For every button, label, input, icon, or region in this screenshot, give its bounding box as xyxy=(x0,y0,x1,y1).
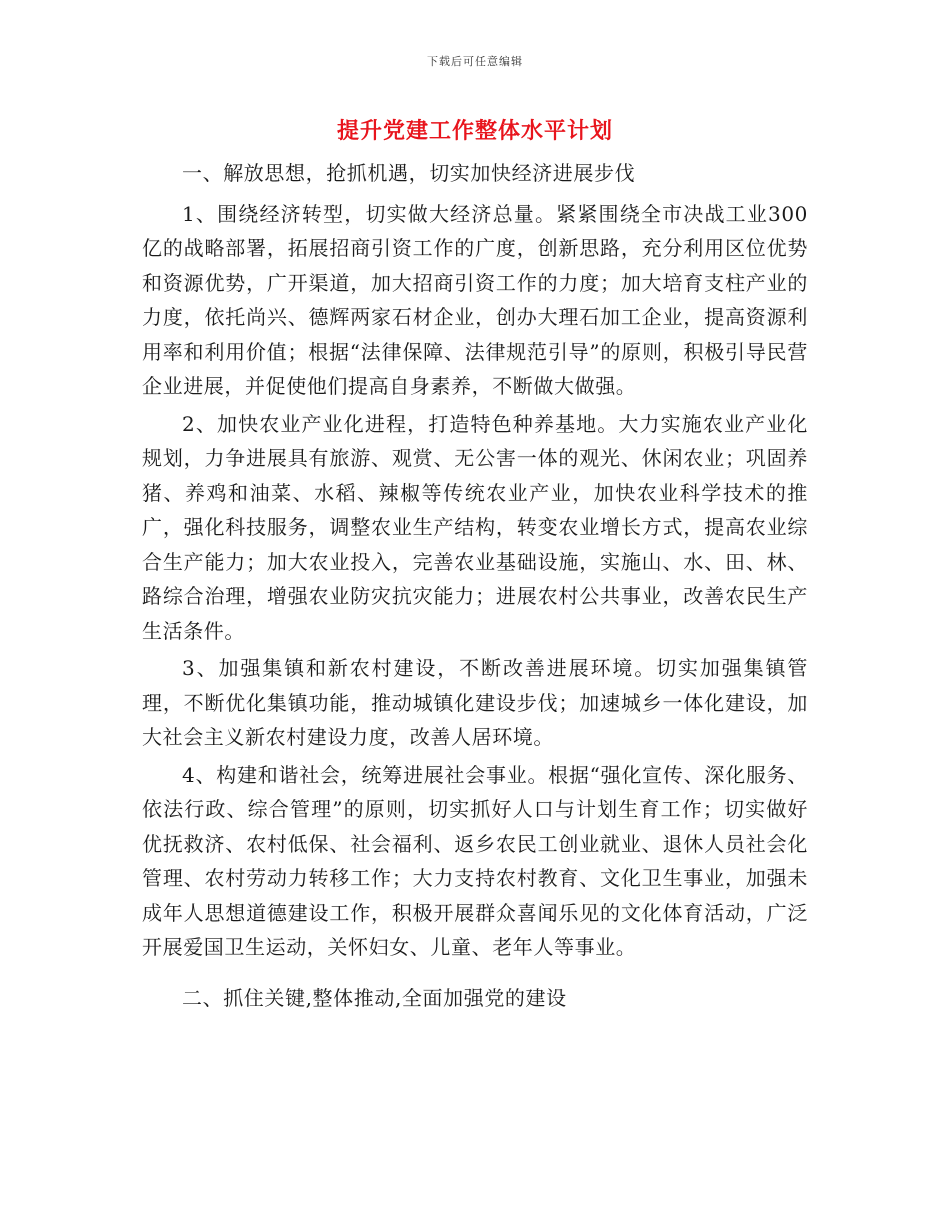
paragraph-3: 3、加强集镇和新农村建设，不断改善进展环境。切实加强集镇管理，不断优化集镇功能，推动城镇化建设步伐；加速城乡一体化建设，加大社会主义新农村建设力度，改善人居环境。 xyxy=(142,656,808,749)
document-body xyxy=(142,156,808,1018)
paragraph-2: 2、加快农业产业化进程，打造特色种养基地。大力实施农业产业化规划，力争进展具有旅游、观赏、无公害一体的观光、休闲农业；巩固养猪、养鸡和油菜、水稻、辣椒等传统农业产业，加快农业科学技术的推广，强化科技服务，调整农业生产结构，转变农业增长方式，提高农业综合生产能力；加大农业投入，完善农业基础设施，实施山、水、田、林、路综合治理，增强农业防灾抗灾能力；进展农村公共事业，改善农民生产生活条件。 xyxy=(142,411,808,643)
paragraph-4: 4、构建和谐社会，统筹进展社会事业。根据“强化宣传、深化服务、依法行政、综合管理”的原则，切实抓好人口与计划生育工作；切实做好优抚救济、农村低保、社会福利、返乡农民工创业就业、退休人员社会化管理、农村劳动力转移工作；大力支持农村教育、文化卫生事业，加强未成年人思想道德建设工作，积极开展群众喜闻乐见的文化体育活动，广泛开展爱国卫生运动，关怀妇女、儿童、老年人等事业。 xyxy=(142,762,808,959)
paragraph-1: 1、围绕经济转型，切实做大经济总量。紧紧围绕全市决战工业300亿的战略部署，拓展招商引资工作的广度，创新思路，充分利用区位优势和资源优势，广开渠道，加大招商引资工作的力度；加大培育支柱产业的力度，依托尚兴、德辉两家石材企业，创办大理石加工企业，提高资源利用率和利用价值；根据“法律保障、法律规范引导”的原则，积极引导民营企业进展，并促使他们提高自身素养，不断做大做强。 xyxy=(142,201,808,398)
document-title: 提升党建工作整体水平计划 xyxy=(336,118,613,144)
page-header-note: 下载后可任意编辑 xyxy=(427,55,523,68)
section-heading-1: 一、解放思想，抢抓机遇，切实加快经济进展步伐 xyxy=(182,161,636,185)
section-heading-2: 二、抓住关键,整体推动,全面加强党的建设 xyxy=(182,985,567,1010)
